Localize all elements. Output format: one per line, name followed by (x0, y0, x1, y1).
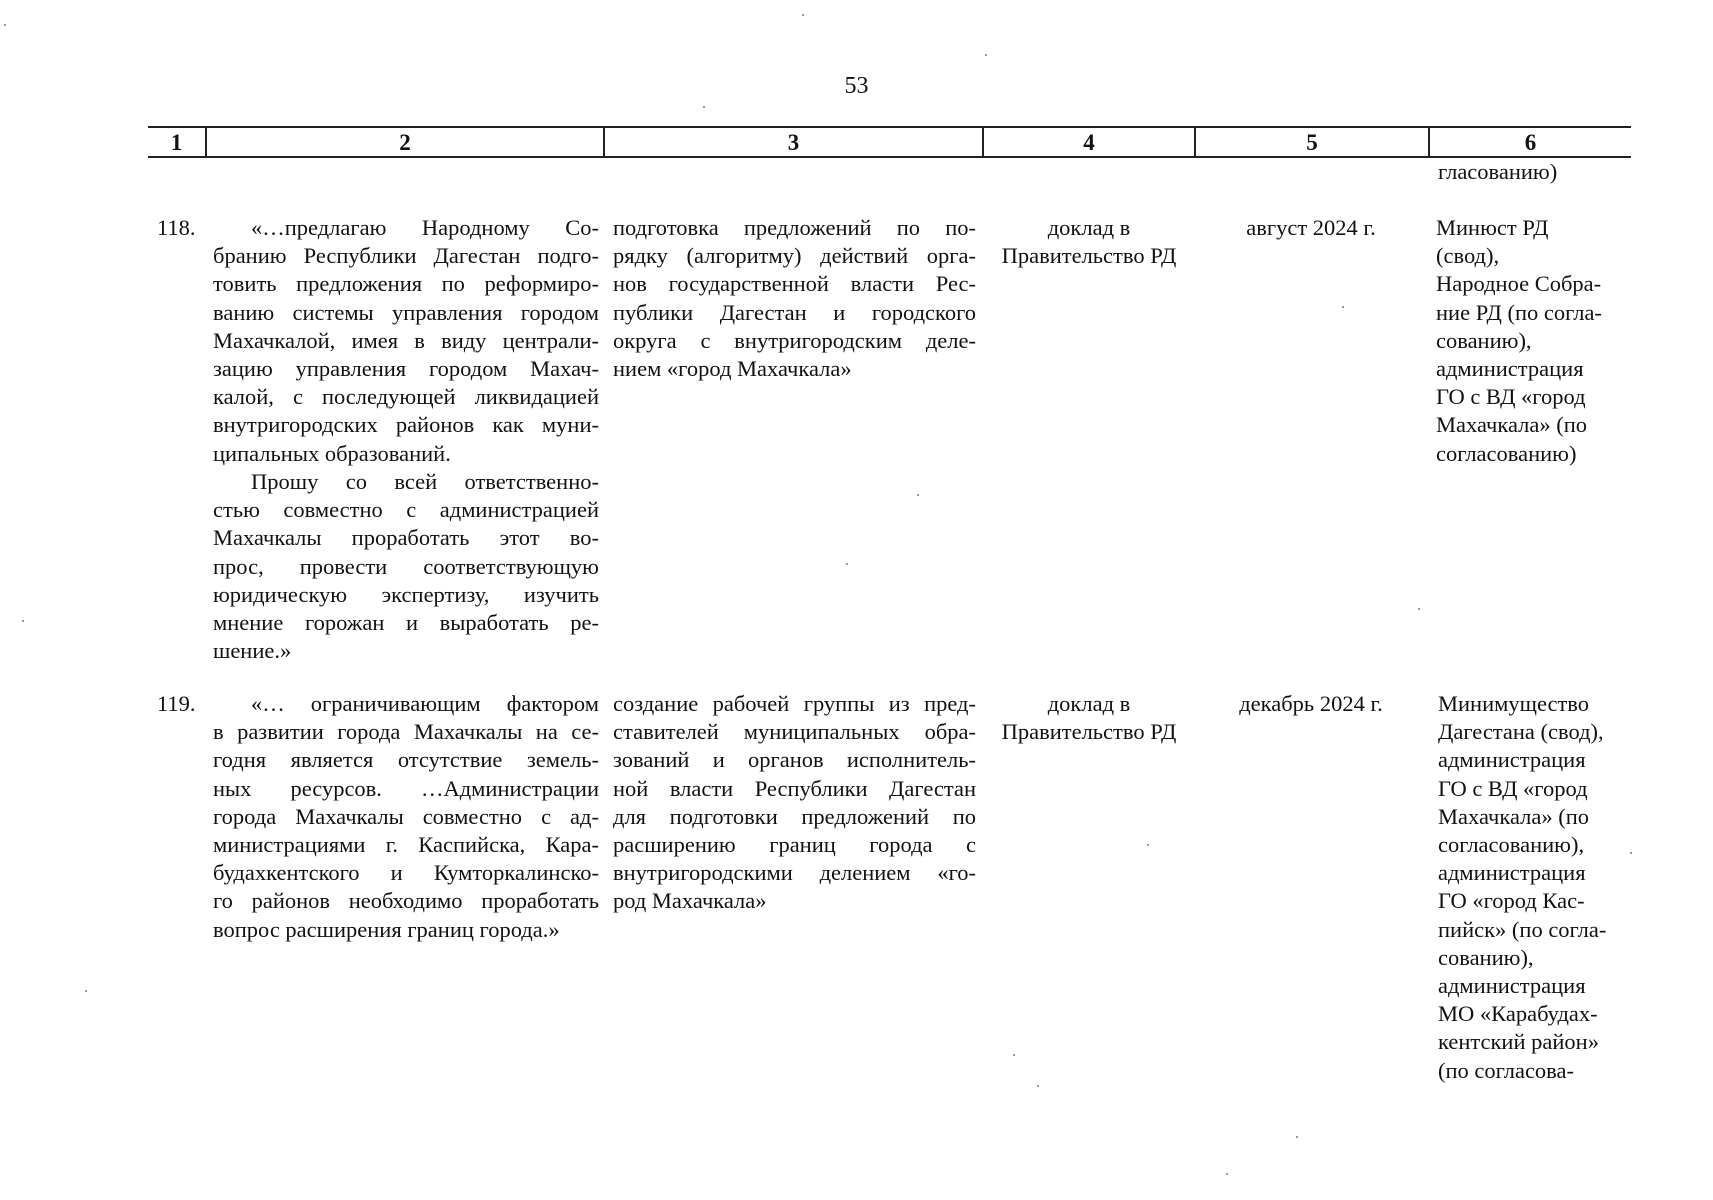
text-line: сованию), (1438, 944, 1534, 970)
text-line: Прошу со всей ответственно- (251, 469, 599, 494)
header-col-3: 3 (603, 128, 982, 157)
text-line: род Махачкала» (613, 888, 767, 914)
header-col-1: 1 (170, 130, 183, 155)
text-line: МО «Карабудах- (1438, 1001, 1598, 1027)
text-line: товить предложения по реформиро- (213, 271, 599, 297)
text-line: города Махачкалы совместно с ад- (213, 803, 599, 829)
text-line: Махачкалы проработать этот во- (213, 525, 599, 551)
text-line: юридическую экспертизу, изучить (213, 581, 599, 607)
text-line: Народное Собра- (1436, 271, 1602, 297)
text-line: рядку (алгоритму) действий орга- (613, 243, 976, 269)
text-line: ГО «город Кас- (1438, 888, 1585, 914)
text-line: публики Дагестан и городского (613, 299, 976, 325)
row-118-col3 (613, 214, 976, 383)
text-line: кентский район» (1438, 1029, 1599, 1055)
scan-speck (1630, 852, 1632, 854)
text-line: согласованию) (1436, 440, 1577, 466)
text-line: годня является отсутствие земель- (213, 747, 599, 773)
scan-speck (1147, 844, 1149, 846)
text-line: зований и органов исполнитель- (613, 747, 976, 773)
text-line: Махачкала» (по (1436, 412, 1587, 438)
page-number: 53 (844, 73, 869, 99)
table-header-bottom-rule (148, 156, 1631, 158)
row-118-col5: август 2024 г. (1246, 215, 1376, 240)
text-line: подготовка предложений по по- (613, 215, 976, 240)
scan-speck (703, 106, 705, 108)
header-col-6: 6 (1428, 128, 1631, 157)
text-line: округа с внутригородским деле- (613, 327, 976, 353)
scan-speck (1342, 306, 1344, 308)
text-line: создание рабочей группы из пред- (613, 691, 976, 716)
text-line: вопрос расширения границ города.» (213, 916, 560, 942)
scan-speck (1037, 1085, 1039, 1087)
text-line: ГО с ВД «город (1436, 384, 1586, 410)
text-line: ние РД (по согла- (1436, 299, 1602, 325)
text-line: ной власти Республики Дагестан (613, 775, 976, 801)
row-118-number: 118. (157, 215, 196, 240)
text-line: Махачкалой, имея в виду централи- (213, 327, 599, 353)
text-line: Правительство РД (1001, 719, 1177, 745)
scan-speck (1226, 1173, 1228, 1175)
text-line: го районов необходимо проработать (213, 888, 599, 914)
scan-speck (4, 24, 6, 26)
row-119-col4 (984, 690, 1194, 746)
text-line: Дагестана (свод), (1438, 719, 1604, 745)
text-line: мнение горожан и выработать ре- (213, 610, 599, 636)
row-119-number: 119. (157, 691, 196, 716)
scan-speck (85, 990, 87, 992)
text-line: для подготовки предложений по (613, 803, 976, 829)
scan-speck (802, 14, 804, 16)
text-line: сованию), (1436, 327, 1532, 353)
text-line: в развитии города Махачкалы на се- (213, 719, 599, 745)
scan-speck (985, 54, 987, 56)
row-119-col5: декабрь 2024 г. (1239, 691, 1383, 716)
row-118-col2-paragraph-1 (213, 214, 599, 468)
scan-speck (22, 620, 24, 622)
text-line: внутригородских районов как муни- (213, 412, 599, 438)
row-119-col3 (613, 690, 976, 916)
scan-speck (1296, 1136, 1298, 1138)
scan-speck (1418, 608, 1420, 610)
row-118-col6 (1436, 214, 1636, 468)
text-line: нов государственной власти Рес- (613, 271, 976, 297)
text-line: пийск» (по согла- (1438, 916, 1607, 942)
text-line: Минюст РД (1436, 215, 1549, 240)
text-line: администрация (1438, 973, 1586, 999)
row-118-col2-paragraph-2 (213, 468, 599, 665)
text-line: (свод), (1436, 243, 1500, 269)
text-line: согласованию), (1438, 832, 1585, 858)
text-line: расширению границ города с (613, 832, 976, 858)
text-line: доклад в (1047, 691, 1131, 716)
text-line: администрация (1438, 860, 1586, 886)
scan-speck (1013, 1054, 1015, 1056)
text-line: Минимущество (1438, 691, 1590, 716)
text-line: будахкентского и Кумторкалинско- (213, 860, 599, 886)
scan-speck (846, 563, 848, 565)
col6-continuation: гласованию) (1438, 159, 1558, 184)
text-line: ставителей муниципальных обра- (613, 719, 976, 745)
header-col-5: 5 (1194, 128, 1428, 157)
header-col-4: 4 (982, 128, 1194, 157)
text-line: стью совместно с администрацией (213, 497, 599, 523)
text-line: ципальных образований. (213, 440, 451, 466)
text-line: Махачкала» (по (1438, 803, 1589, 829)
text-line: (по согласова- (1438, 1057, 1574, 1083)
text-line: Правительство РД (1001, 243, 1177, 269)
text-line: калой, с последующей ликвидацией (213, 384, 599, 410)
text-line: шение.» (213, 638, 292, 664)
text-line: администрация (1438, 747, 1586, 773)
scan-speck (917, 494, 919, 496)
text-line: зацию управления городом Махач- (213, 356, 599, 382)
text-line: нием «город Махачкала» (613, 356, 852, 382)
text-line: бранию Республики Дагестан подго- (213, 243, 599, 269)
text-line: доклад в (1047, 215, 1131, 240)
header-col-2: 2 (205, 128, 603, 157)
text-line: «…предлагаю Народному Со- (251, 215, 599, 240)
text-line: ванию системы управления городом (213, 299, 599, 325)
text-line: министрациями г. Каспийска, Кара- (213, 832, 599, 858)
text-line: ГО с ВД «город (1438, 775, 1588, 801)
text-line: внутригородскими делением «го- (613, 860, 976, 886)
text-line: прос, провести соответствующую (213, 553, 599, 579)
row-118-col4 (984, 214, 1194, 270)
text-line: администрация (1436, 356, 1584, 382)
text-line: ных ресурсов. …Администрации (213, 775, 599, 801)
row-119-col6 (1438, 690, 1638, 1085)
text-line: «… ограничивающим фактором (251, 691, 599, 716)
row-119-col2 (213, 690, 599, 944)
